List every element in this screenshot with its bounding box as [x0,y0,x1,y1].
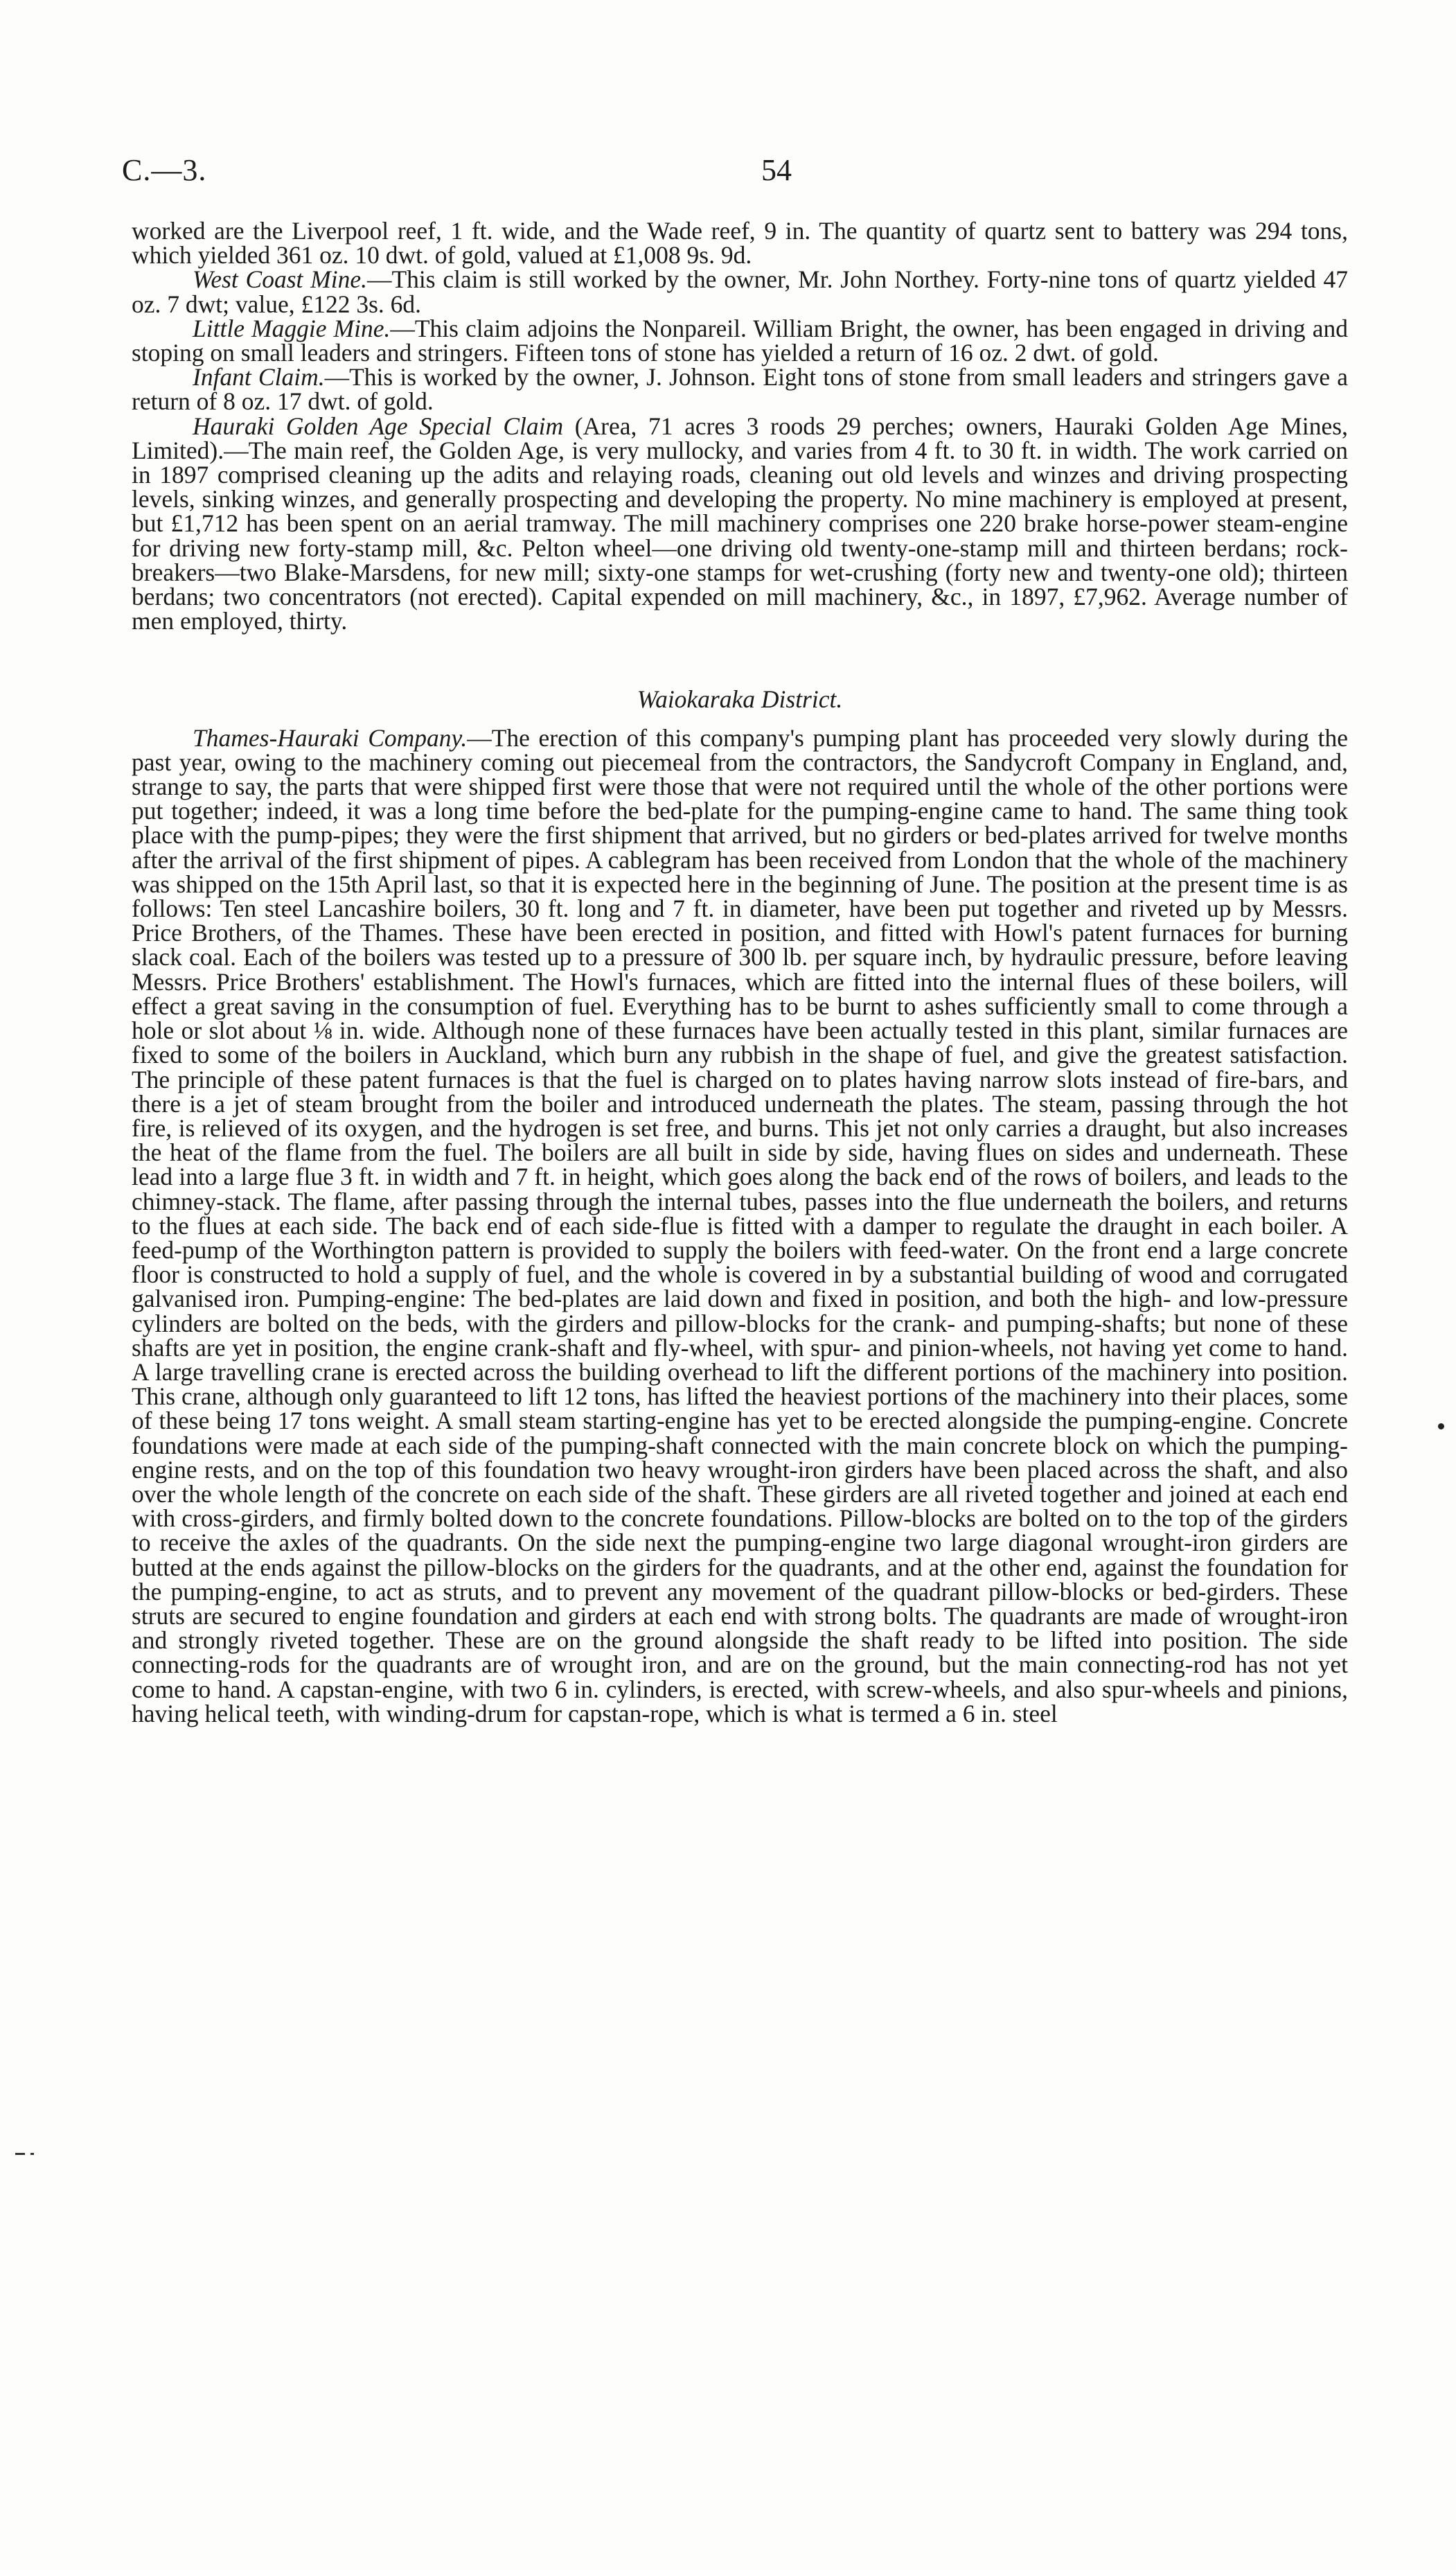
page-number: 54 [761,153,792,187]
paragraph-body: —This claim adjoins the Nonpareil. William Bright, the owner, has been engaged in driving and stoping on small leaders and stringers. Fifteen tons of stone has yielded a return of 16 oz. 2 dwt. of gold. [132,314,1348,367]
paragraph-body: (Area, 71 acres 3 roods 29 perches; owners, Hauraki Golden Age Mines, Limited).—The main reef, the Golden Age, is very mullocky, and varies from 4 ft. to 30 ft. in width. The work carried on in 1897 comprised cleaning up the adits and relaying roads, cleaning out old levels and winzes and driving prospecting levels, sinking winzes, and generally prospecting and developing the property. No mine machinery is employed at present, but £1,712 has been spent on an aerial tramway. The mill machinery comprises one 220 brake horse-power steam-engine for driving new forty-stamp mill, &c. Pelton wheel—one driving old twenty-one-stamp mill and thirteen berdans; rock-breakers—two Blake-Marsdens, for new mill; sixty-one stamps for wet-crushing (forty new and twenty-one old); thirteen berdans; two concentrators (not erected). Capital expended on mill machinery, &c., in 1897, £7,962. Average number of men employed, thirty. [132,412,1348,635]
document-reference: C.—3. [122,153,207,187]
paragraph-infant-claim [132,365,1348,414]
paragraph-body: —The erection of this company's pumping plant has proceeded very slowly during the past year, owing to the machinery coming out piecemeal from the contractors, the Sandycroft Company in England, and, strange to say, the parts that were shipped first were those that were not required until the whole of the other portions were put together; indeed, it was a long time before the bed-plate for the pumping-engine came to hand. The same thing took place with the pump-pipes; they were the first shipment that arrived, but no girders or bed-plates arrived for twelve months after the arrival of the first shipment of pipes. A cablegram has been received from London that the whole of the machinery was shipped on the 15th April last, so that it is expected here in the beginning of June. The position at the present time is as follows: Ten steel Lancashire boilers, 30 ft. long and 7 ft. in diameter, have been put together and riveted up by Messrs. Price Brothers, of the Thames. These have been erected in position, and fitted with Howl's patent furnaces for burning slack coal. Each of the boilers was tested up to a pressure of 300 lb. per square inch, by hydraulic pressure, before leaving Messrs. Price Brothers' establishment. The Howl's furnaces, which are fitted into the internal flues of these boilers, will effect a great saving in the consumption of fuel. Everything has to be burnt to ashes sufficiently small to come through a hole or slot about ⅛ in. wide. Although none of these furnaces have been actually tested in this plant, similar furnaces are fixed to some of the boilers in Auckland, which burn any rubbish in the shape of fuel, and give the greatest satisfaction. The principle of these patent furnaces is that the fuel is charged on to plates having narrow slots instead of fire-bars, and there is a jet of steam brought from the boiler and introduced underneath the plates. The steam, passing through the hot fire, is relieved of its oxygen, and the hydrogen is set free, and burns. This jet not only carries a draught, but also increases the heat of the flame from the fuel. The boilers are all built in side by side, having flues on sides and underneath. These lead into a large flue 3 ft. in width and 7 ft. in height, which goes along the back end of the rows of boilers, and leads to the chimney-stack. The flame, after passing through the internal tubes, passes into the flue underneath the boilers, and returns to the flues at each side. The back end of each side-flue is fitted with a damper to regulate the draught in each boiler. A feed-pump of the Worthington pattern is provided to supply the boilers with feed-water. On the front end a large concrete floor is constructed to hold a supply of fuel, and the whole is covered in by a substantial building of wood and corrugated galvanised iron. Pumping-engine: The bed-plates are laid down and fixed in position, and both the high- and low-pressure cylinders are bolted on the beds, with the girders and pillow-blocks for the crank- and pumping-shafts; but none of these shafts are yet in position, the engine crank-shaft and fly-wheel, with spur- and pinion-wheels, not having yet come to hand. A large travelling crane is erected across the building overhead to lift the different portions of the machinery into position. This crane, although only guaranteed to lift 12 tons, has lifted the heaviest portions of the machinery into their places, some of these being 17 tons weight. A small steam starting-engine has yet to be erected alongside the pumping-engine. Concrete foundations were made at each side of the pumping-shaft connected with the main concrete block on which the pumping-engine rests, and on the top of this foundation two heavy wrought-iron girders have been placed across the shaft, and also over the whole length of the concrete on each side of the shaft. These girders are all riveted together and joined at each end with cross-girders, and firmly bolted down to the concrete foundations. Pillow-blocks are bolted on to the top of the girders to receive the axles of the quadrants. On the side next the pumping-engine two large diagonal wrought-iron girders are butted at the ends against the pillow-blocks on the girders for the quadrants, and at the other end, against the foundation for the pumping-engine, to act as struts, and to prevent any movement of the quadrant pillow-blocks or bed-girders. These struts are secured to engine foundation and girders at each end with strong bolts. The quadrants are made of wrought-iron and strongly riveted together. These are on the ground alongside the shaft ready to be lifted into position. The side connecting-rods for the quadrants are of wrought iron, and are on the ground, but the main connecting-rod has not yet come to hand. A capstan-engine, with two 6 in. cylinders, is erected, with screw-wheels, and also spur-wheels and pinions, having helical teeth, with winding-drum for capstan-rope, which is what is termed a 6 in. steel [132,723,1348,1727]
body-text [132,219,1348,1726]
paragraph-west-coast-mine [132,267,1348,316]
section-heading: Waiokaraka District. [637,685,843,714]
margin-mark [1438,1423,1444,1429]
paragraph-body: —This claim is still worked by the owner, Mr. John Northey. Forty-nine tons of quartz yielded 47 oz. 7 dwt; value, £122 3s. 6d. [132,265,1349,318]
paragraph-title: Hauraki Golden Age Special Claim [193,412,564,440]
paragraph-continuation: worked are the Liverpool reef, 1 ft. wide, and the Wade reef, 9 in. The quantity of quartz sent to battery was 294 tons, which yielded 361 oz. 10 dwt. of gold, valued at £1,008 9s. 9d. [132,217,1348,270]
paragraph-little-maggie-mine [132,314,1348,367]
margin-mark [15,2153,25,2155]
paragraph-title: Little Maggie Mine. [193,314,391,342]
page-header [122,152,1355,194]
paragraph-thames-hauraki-company [132,723,1348,1727]
paragraph-title: Infant Claim. [193,363,325,391]
paragraph-body: —This is worked by the owner, J. Johnson. Eight tons of stone from small leaders and stringers gave a return of 8 oz. 17 dwt. of gold. [132,363,1349,416]
paragraph-hauraki-golden-age [132,414,1348,634]
paragraph-title: Thames-Hauraki Company. [193,723,468,752]
margin-mark [30,2153,34,2155]
paragraph-title: West Coast Mine. [193,265,367,294]
